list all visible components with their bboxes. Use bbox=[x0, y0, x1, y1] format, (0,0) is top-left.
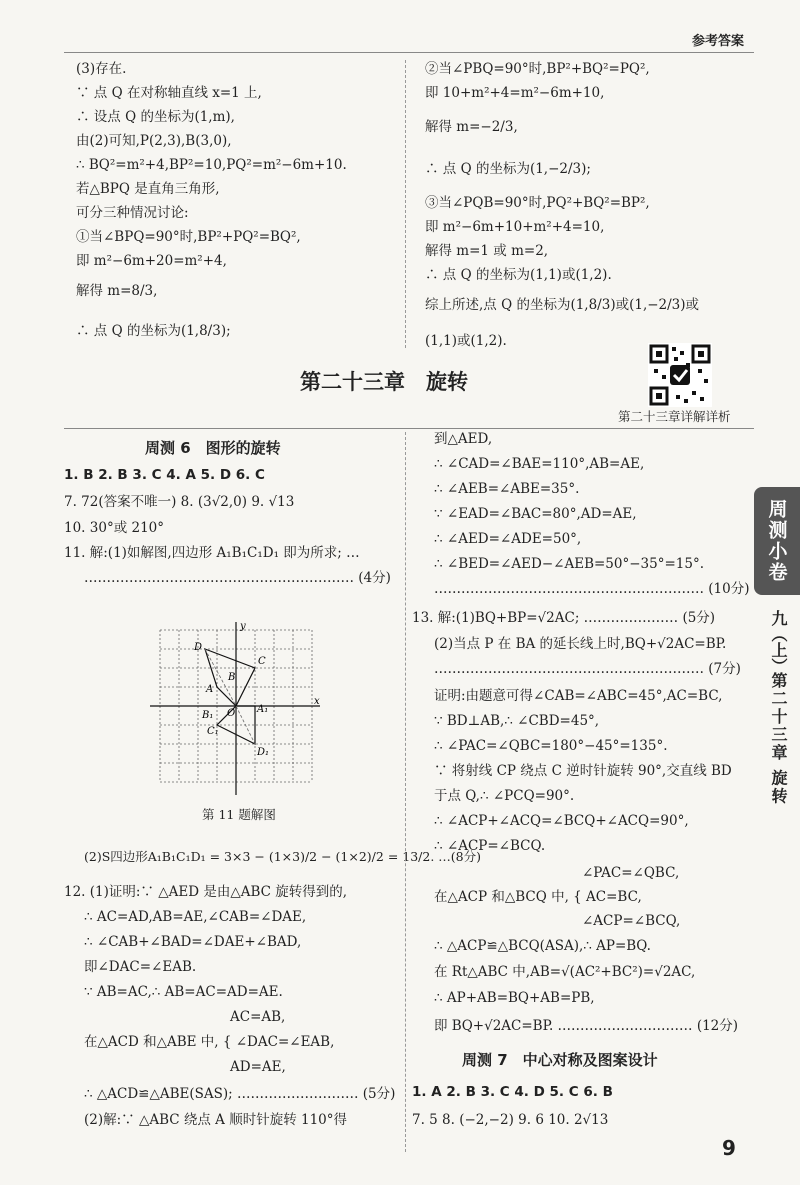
answer-line: (3)存在. bbox=[76, 61, 127, 77]
coordinate-figure bbox=[150, 620, 325, 800]
answer-line: (2)当点 P 在 BA 的延长线上时,BQ+√2AC=BP. bbox=[434, 636, 727, 652]
answer-line: ∴ 设点 Q 的坐标为(1,m), bbox=[76, 109, 235, 125]
answer-line: 11. 解:(1)如解图,四边形 A₁B₁C₁D₁ 即为所求; … bbox=[64, 545, 360, 561]
answer-line: ∴ 点 Q 的坐标为(1,−2/3); bbox=[425, 161, 591, 177]
answer-line: ①当∠BPQ=90°时,BP²+PQ²=BQ², bbox=[76, 229, 301, 245]
answer-line: ②当∠PBQ=90°时,BP²+BQ²=PQ², bbox=[425, 61, 650, 77]
answer-line: 在△ACP 和△BCQ 中, { AC=BC, bbox=[434, 889, 642, 905]
answer-line: 解得 m=8/3, bbox=[76, 283, 158, 299]
grade-label: 九（上） bbox=[769, 610, 788, 674]
figure-label: D₁ bbox=[257, 747, 270, 758]
answer-line: ∴ 点 Q 的坐标为(1,1)或(1,2). bbox=[425, 267, 612, 283]
figure-label: B bbox=[228, 672, 236, 683]
answer-line: ∴ ∠PAC=∠QBC=180°−45°=135°. bbox=[434, 738, 668, 754]
answer-line: ∴ ∠ACP+∠ACQ=∠BCQ+∠ACQ=90°, bbox=[434, 813, 689, 829]
answer-line: …………………………………………………… (4分) bbox=[84, 570, 391, 586]
answer-line: 于点 Q,∴ ∠PCQ=90°. bbox=[434, 788, 575, 804]
answer-line: 10. 30°或 210° bbox=[64, 520, 164, 536]
qr-caption: 第二十三章详解详析 bbox=[618, 409, 731, 424]
answer-line: ∴ ∠AEB=∠ABE=35°. bbox=[434, 481, 580, 497]
answer-line: ∴ ∠BED=∠AED−∠AEB=50°−35°=15°. bbox=[434, 556, 704, 572]
answer-line: ∴ AP+AB=BQ+AB=PB, bbox=[434, 990, 595, 1006]
answer-line: 即∠DAC=∠EAB. bbox=[84, 959, 197, 975]
answer-line: 若△BPQ 是直角三角形, bbox=[76, 181, 220, 197]
answer-line: 由(2)可知,P(2,3),B(3,0), bbox=[76, 133, 232, 149]
answer-line: ∴ △ACP≌△BCQ(ASA),∴ AP=BQ. bbox=[434, 938, 651, 954]
section-title: 周测 6 图形的旋转 bbox=[145, 439, 281, 457]
chapter-rule bbox=[64, 428, 754, 429]
figure-label: A bbox=[206, 684, 214, 695]
answer-line: 在△ACD 和△ABE 中, { ∠DAC=∠EAB, bbox=[84, 1034, 335, 1050]
answer-line: 解得 m=−2/3, bbox=[425, 119, 518, 135]
column-divider bbox=[405, 60, 406, 348]
answer-line: 解得 m=1 或 m=2, bbox=[425, 243, 549, 259]
answer-line: ∴ AC=AD,AB=AE,∠CAB=∠DAE, bbox=[84, 909, 307, 925]
answer-line: …………………………………………………… (7分) bbox=[434, 661, 741, 677]
answer-line: 7. 5 8. (−2,−2) 9. 6 10. 2√13 bbox=[412, 1112, 609, 1128]
answer-line: ∵ 将射线 CP 绕点 C 逆时针旋转 90°,交直线 BD bbox=[434, 763, 732, 779]
answer-line: 1. A 2. B 3. C 4. D 5. C 6. B bbox=[412, 1084, 613, 1100]
chapter-title: 第二十三章 旋转 bbox=[300, 370, 468, 394]
answer-line: ∴ ∠CAB+∠BAD=∠DAE+∠BAD, bbox=[84, 934, 302, 950]
figure-label: x bbox=[314, 696, 320, 707]
answer-line: 到△AED, bbox=[434, 431, 493, 447]
figure-label: y bbox=[240, 621, 246, 632]
answer-line: (2)解:∵ △ABC 绕点 A 顺时针旋转 110°得 bbox=[84, 1112, 348, 1128]
side-tab[interactable]: 周测小卷 bbox=[754, 487, 800, 595]
answer-line: 即 BQ+√2AC=BP. ………………………… (12分) bbox=[434, 1018, 739, 1034]
answer-line: ③当∠PQB=90°时,PQ²+BQ²=BP², bbox=[425, 195, 650, 211]
answer-line: 即 m²−6m+20=m²+4, bbox=[76, 253, 227, 269]
answer-line: ∴ △ACD≌△ABE(SAS); ……………………… (5分) bbox=[84, 1086, 396, 1102]
figure-label: A₁ bbox=[257, 704, 269, 715]
answer-line: 在 Rt△ABC 中,AB=√(AC²+BC²)=√2AC, bbox=[434, 964, 696, 980]
answer-line: (2)S四边形A₁B₁C₁D₁ = 3×3 − (1×3)/2 − (1×2)/2 = 13/2. …(8分) bbox=[84, 849, 481, 864]
answer-line: ∠ACP=∠BCQ, bbox=[582, 913, 681, 929]
answer-line: 即 m²−6m+10+m²+4=10, bbox=[425, 219, 605, 235]
answer-line: 证明:由题意可得∠CAB=∠ABC=45°,AC=BC, bbox=[434, 688, 723, 704]
figure-label: C₁ bbox=[207, 726, 219, 737]
column-divider bbox=[405, 432, 406, 1152]
section-title: 周测 7 中心对称及图案设计 bbox=[462, 1051, 658, 1069]
running-title: 参考答案 bbox=[692, 34, 745, 49]
answer-line: ∵ BD⊥AB,∴ ∠CBD=45°, bbox=[434, 713, 600, 729]
answer-line: 1. B 2. B 3. C 4. A 5. D 6. C bbox=[64, 467, 265, 483]
answer-line: ∴ BQ²=m²+4,BP²=10,PQ²=m²−6m+10. bbox=[76, 157, 347, 173]
qr-code-icon[interactable] bbox=[648, 343, 712, 407]
answer-line: (1,1)或(1,2). bbox=[425, 333, 507, 349]
answer-line: ∴ ∠ACP=∠BCQ. bbox=[434, 838, 546, 854]
figure-caption: 第 11 题解图 bbox=[202, 807, 276, 822]
answer-line: ∴ ∠AED=∠ADE=50°, bbox=[434, 531, 582, 547]
answer-line: ∵ 点 Q 在对称轴直线 x=1 上, bbox=[76, 85, 262, 101]
answer-line: AD=AE, bbox=[230, 1059, 286, 1075]
answer-line: 7. 72(答案不唯一) 8. (3√2,0) 9. √13 bbox=[64, 494, 295, 510]
answer-line: 13. 解:(1)BQ+BP=√2AC; ………………… (5分) bbox=[412, 610, 716, 626]
answer-line: 综上所述,点 Q 的坐标为(1,8/3)或(1,−2/3)或 bbox=[425, 297, 700, 313]
header-rule bbox=[64, 52, 754, 53]
answer-line: 12. (1)证明:∵ △AED 是由△ABC 旋转得到的, bbox=[64, 884, 348, 900]
answer-line: ∵ AB=AC,∴ AB=AC=AD=AE. bbox=[84, 984, 283, 1000]
answer-line: ∴ ∠CAD=∠BAE=110°,AB=AE, bbox=[434, 456, 645, 472]
figure-label: O bbox=[227, 708, 236, 719]
page-number: 9 bbox=[722, 1136, 736, 1160]
figure-label: B₁ bbox=[202, 710, 214, 721]
answer-line: AC=AB, bbox=[230, 1009, 286, 1025]
answer-line: ∠PAC=∠QBC, bbox=[582, 865, 680, 881]
figure-label: C bbox=[258, 656, 266, 667]
answer-line: …………………………………………………… (10分) bbox=[434, 581, 750, 597]
figure-label: D bbox=[194, 642, 203, 653]
chapter-label: 第二十三章 旋转 bbox=[769, 672, 788, 806]
answer-line: 可分三种情况讨论: bbox=[76, 205, 189, 221]
answer-line: ∴ 点 Q 的坐标为(1,8/3); bbox=[76, 323, 231, 339]
answer-line: ∵ ∠EAD=∠BAC=80°,AD=AE, bbox=[434, 506, 637, 522]
answer-line: 即 10+m²+4=m²−6m+10, bbox=[425, 85, 605, 101]
